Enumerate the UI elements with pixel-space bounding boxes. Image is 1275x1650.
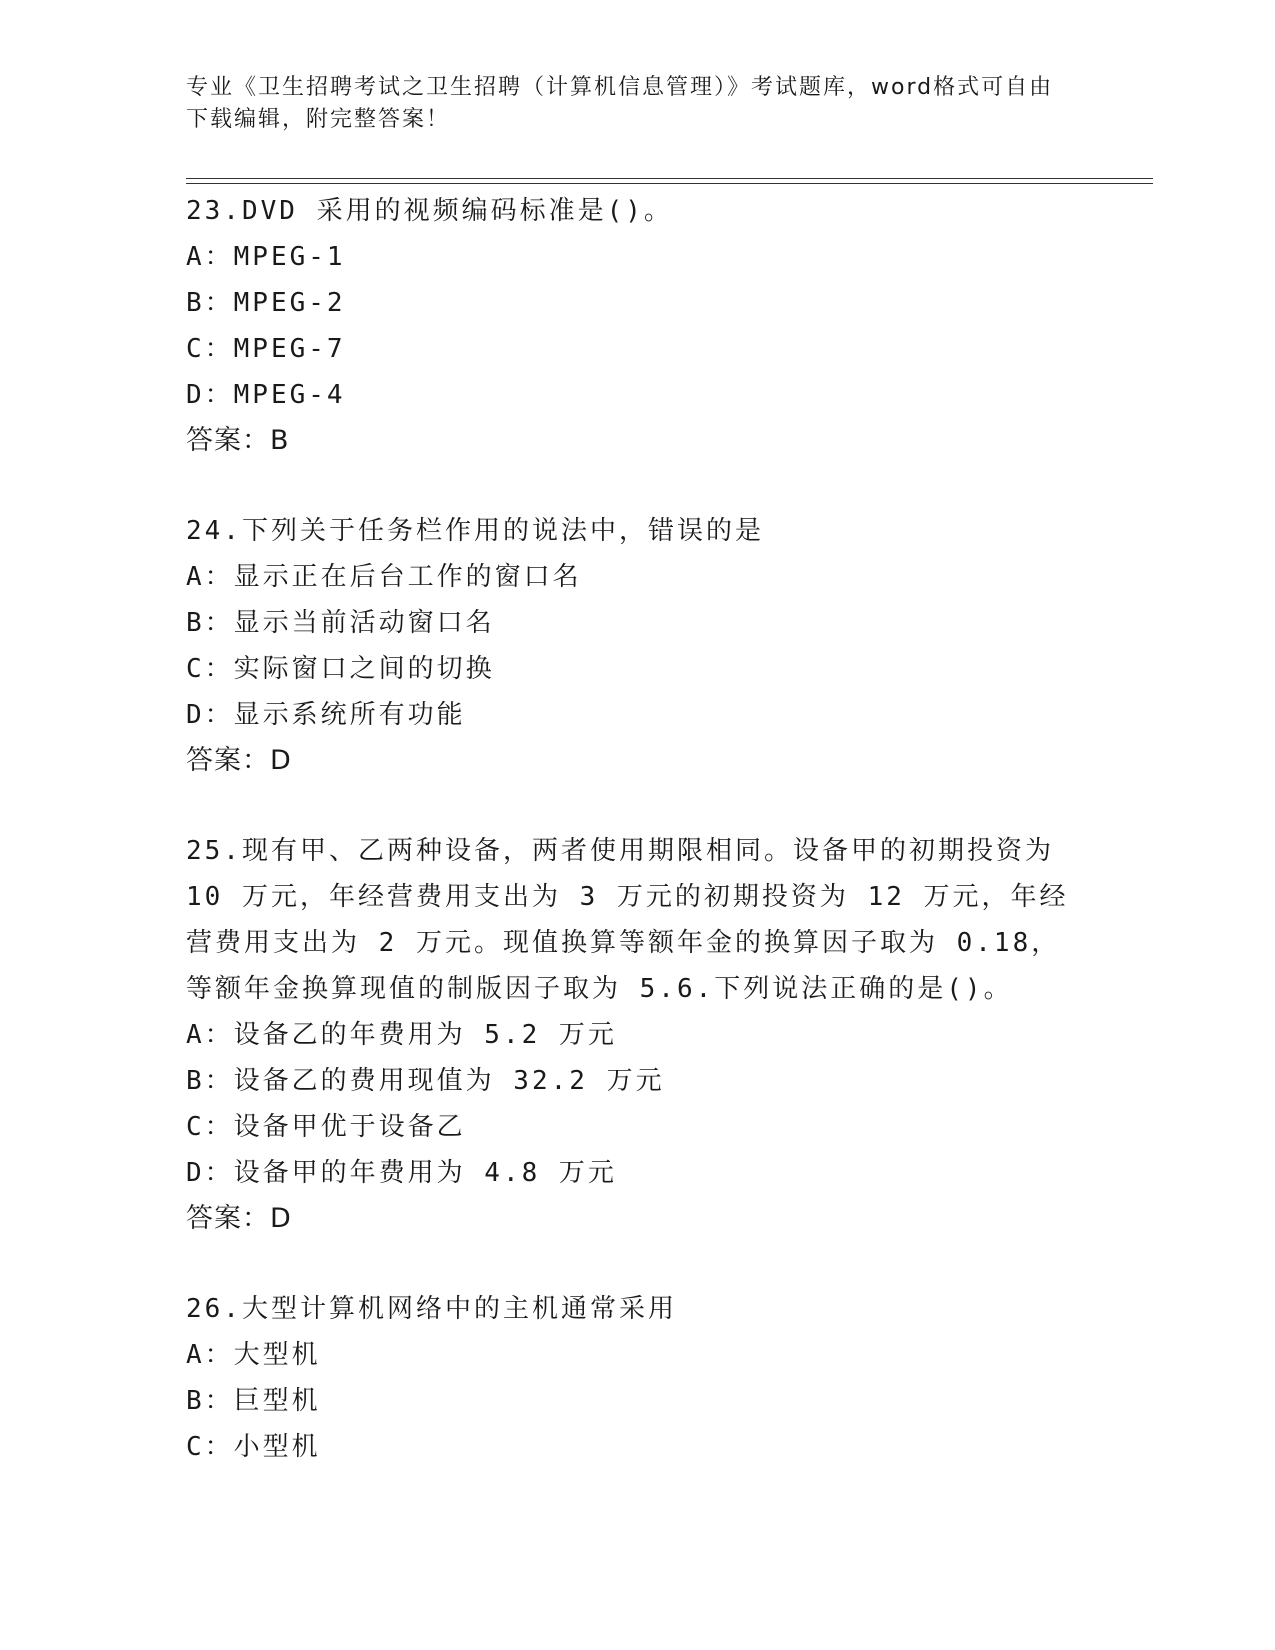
option-d: D：显示系统所有功能	[186, 700, 466, 730]
header-divider-top	[186, 178, 1153, 179]
option-b: B：设备乙的费用现值为 32.2 万元	[186, 1066, 665, 1096]
option-c: C：设备甲优于设备乙	[186, 1112, 466, 1142]
header-divider-bottom	[186, 183, 1153, 184]
question-list	[186, 188, 1086, 1514]
document-header: 专业《卫生招聘考试之卫生招聘（计算机信息管理）》考试题库，word格式可自由下载编辑，附完整答案！	[186, 75, 1054, 132]
question-stem: 24.下列关于任务栏作用的说法中，错误的是	[186, 516, 764, 546]
option-a: A：大型机	[186, 1340, 321, 1370]
answer: 答案：D	[186, 745, 292, 776]
question-stem: 25.现有甲、乙两种设备，两者使用期限相同。设备甲的初期投资为 10 万元，年经营费用支出为 3 万元的初期投资为 12 万元，年经营费用支出为 2 万元。现值换算等额年金的换算因子取为 0.18，等额年金换算现值的制版因子取为 5.6.下列说法正确的是()。	[186, 836, 1069, 1004]
option-d: D：设备甲的年费用为 4.8 万元	[186, 1158, 617, 1188]
option-a: A：MPEG-1	[186, 242, 346, 272]
option-a: A：显示正在后台工作的窗口名	[186, 562, 582, 592]
answer: 答案：D	[186, 1203, 292, 1234]
option-d: D：MPEG-4	[186, 380, 346, 410]
option-c: C：MPEG-7	[186, 334, 346, 364]
question-23	[186, 188, 1086, 464]
question-stem: 23.DVD 采用的视频编码标准是()。	[186, 196, 673, 226]
question-stem: 26.大型计算机网络中的主机通常采用	[186, 1294, 677, 1324]
option-c: C：小型机	[186, 1432, 321, 1462]
option-b: B：MPEG-2	[186, 288, 346, 318]
answer: 答案：B	[186, 425, 290, 456]
option-a: A：设备乙的年费用为 5.2 万元	[186, 1020, 617, 1050]
question-25	[186, 828, 1086, 1242]
question-26	[186, 1286, 1086, 1470]
option-b: B：显示当前活动窗口名	[186, 608, 495, 638]
option-c: C：实际窗口之间的切换	[186, 654, 495, 684]
option-b: B：巨型机	[186, 1386, 321, 1416]
question-24	[186, 508, 1086, 784]
